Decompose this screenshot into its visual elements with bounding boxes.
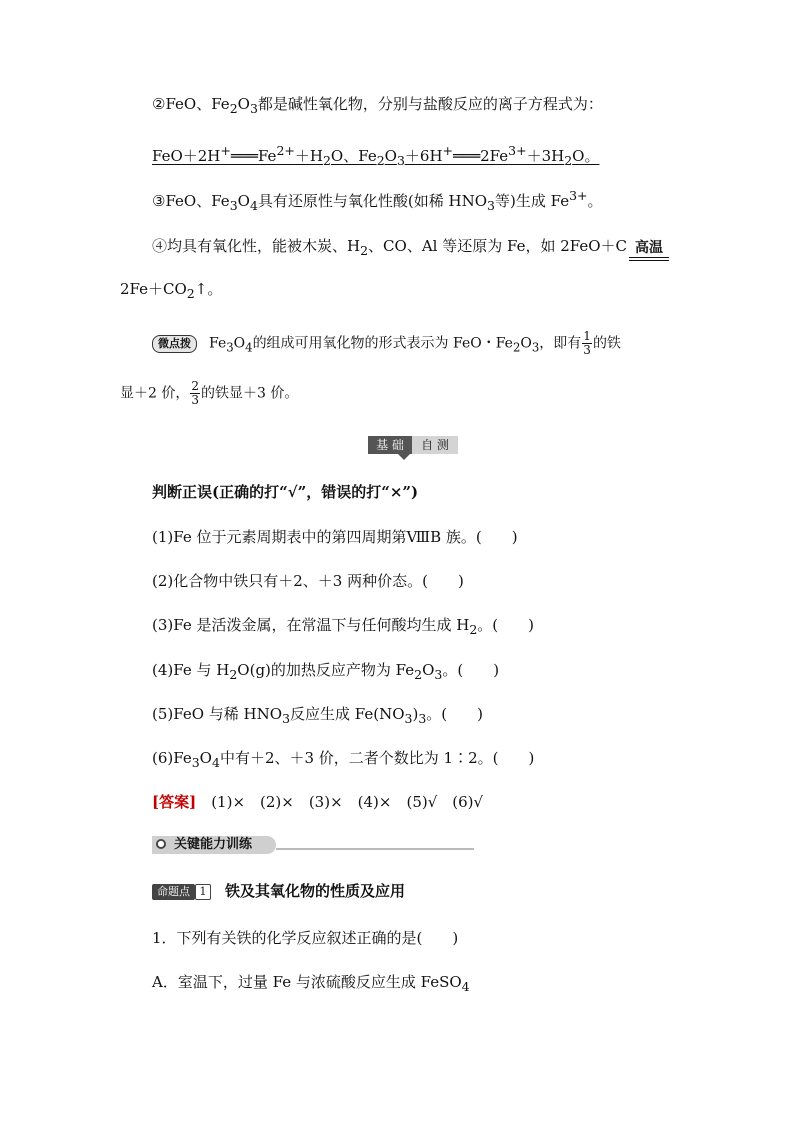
ionic-equation-line: $FeO+2H^+═══Fe^{2+}+H_2O$、$Fe_2O_3+6H^+═══2Fe^{3+}+3H_2O$。 (152, 143, 600, 168)
section-bar-key-ability: ● 关键能力训练 (152, 836, 474, 854)
judge-q4: (4)Fe 与 $H_2O(g)$的加热反应产物为 $Fe_2O_3$。( ) (152, 661, 500, 682)
judge-q1: (1)Fe 位于元素周期表中的第四周期第ⅧB 族。( ) (152, 528, 518, 546)
tip-tag: 微点拨 (152, 335, 197, 353)
tip-paragraph-cont: 显＋2 价， $\frac{2}{3}$ 的铁显＋3 价。 (120, 379, 299, 407)
section-bullet-icon: ● (157, 839, 165, 848)
answer-label: [答案] (152, 793, 197, 811)
judge-q3: (3)Fe 是活泼金属，在常温下与任何酸均生成 $H_2$。( ) (152, 616, 535, 637)
section-banner-basic-test: 基 础 自 测 (368, 436, 458, 454)
answer-line: [答案] (1)× (2)× (3)× (4)× (5)√ (6)√ (152, 793, 484, 811)
judge-q2: (2)化合物中铁只有＋2、＋3 两种价态。( ) (152, 572, 464, 590)
topic-tag: 命题点 (152, 884, 195, 900)
tip-paragraph: 微点拨 $Fe_3O_4$的组成可用氧化物的形式表示为 FeO・$Fe_2O_3$，即有 $\frac{1}{3}$ 的铁 (152, 330, 621, 357)
question-stem: 1．下列有关铁的化学反应叙述正确的是( ) (152, 929, 459, 947)
judge-q5: (5)FeO 与稀 $HNO_3$反应生成 $Fe(NO_3)_3$。( ) (152, 705, 484, 726)
topic-heading: 命题点 1 铁及其氧化物的性质及应用 (152, 881, 405, 901)
line-oxidizing-property: ④均具有氧化性，能被木炭、$H_2$、CO、Al 等还原为 Fe，如 2FeO＋C 高温 (152, 236, 671, 261)
judge-q6: $(6)Fe_3O_4$中有＋2、＋3 价，二者个数比为 1∶2。( ) (152, 749, 535, 770)
line-co2-product: $2Fe+CO_2↑$。 (120, 280, 223, 301)
fraction-two-thirds: $\frac{2}{3}$ (191, 379, 199, 407)
line-feo-fe2o3: ②FeO、$Fe_2O_3$都是碱性氧化物，分别与盐酸反应的离子方程式为： (152, 95, 603, 116)
question-option-a: A．室温下，过量 Fe 与浓硫酸反应生成 FeSO$_4$ (152, 973, 470, 994)
line-reducing-oxidizing: ③FeO、$Fe_3O_4$具有还原性与氧化性酸(如稀 $HNO_3$等)生成 $Fe^{3+}$。 (152, 188, 603, 213)
fraction-one-third: $\frac{1}{3}$ (583, 329, 591, 357)
judge-title: 判断正误(正确的打“√”，错误的打“×”) (152, 483, 419, 501)
topic-number: 1 (195, 884, 211, 900)
reaction-condition-arrow: 高温 (629, 240, 669, 261)
